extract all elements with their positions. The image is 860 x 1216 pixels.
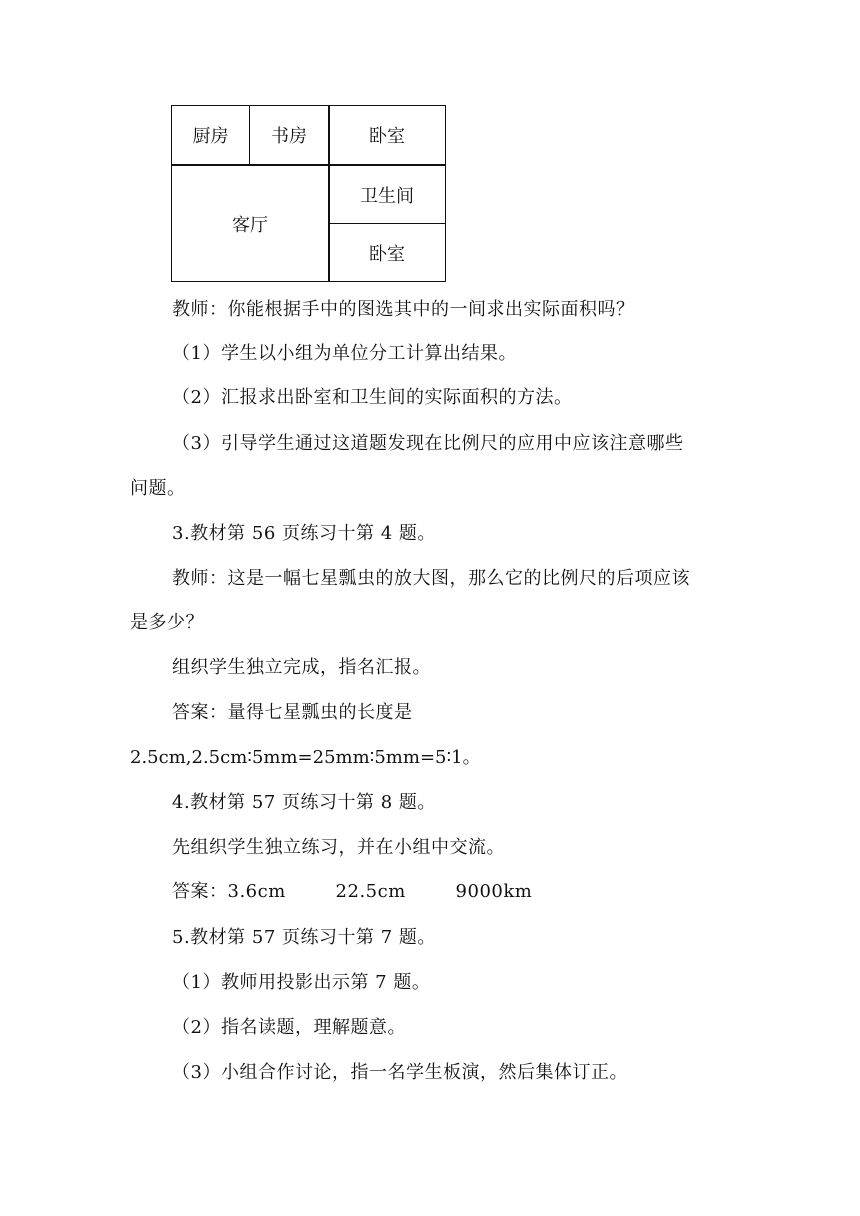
room-study: 书房	[271, 126, 307, 147]
room-kitchen: 厨房	[192, 126, 229, 147]
paragraph: 先组织学生独立练习，并在小组中交流。	[172, 837, 505, 858]
paragraph: 2.5cm,2.5cm∶5mm=25mm∶5mm=5∶1。	[130, 747, 481, 768]
room-bathroom: 卫生间	[360, 185, 414, 207]
paragraph: （1）教师用投影出示第 7 题。	[172, 972, 431, 993]
room-living: 客厅	[232, 214, 268, 236]
paragraph: 是多少？	[130, 612, 204, 633]
paragraph: 答案：量得七星瓢虫的长度是	[172, 702, 413, 723]
paragraph: 教师：你能根据手中的图选其中的一间求出实际面积吗？	[172, 299, 635, 320]
paragraph: 组织学生独立完成，指名汇报。	[172, 657, 431, 678]
paragraph: 3.教材第 56 页练习十第 4 题。	[172, 523, 436, 544]
paragraph: 4.教材第 57 页练习十第 8 题。	[172, 792, 436, 813]
paragraph: 5.教材第 57 页练习十第 7 题。	[172, 927, 436, 948]
paragraph: （3）引导学生通过这道题发现在比例尺的应用中应该注意哪些	[172, 433, 684, 454]
paragraph: 答案：3.6cm 22.5cm 9000km	[172, 881, 533, 902]
paragraph: （3）小组合作讨论，指一名学生板演，然后集体订正。	[172, 1062, 628, 1083]
paragraph: 问题。	[130, 478, 186, 499]
paragraph: （1）学生以小组为单位分工计算出结果。	[172, 343, 517, 364]
paragraph: （2）汇报求出卧室和卫生间的实际面积的方法。	[172, 387, 573, 408]
paragraph: 教师：这是一幅七星瓢虫的放大图，那么它的比例尺的后项应该	[172, 568, 690, 589]
paragraph: （2）指名读题，理解题意。	[172, 1017, 406, 1038]
floor-plan-diagram	[171, 105, 446, 282]
room-bedroom-top: 卧室	[369, 126, 405, 147]
room-bedroom-bottom: 卧室	[369, 243, 405, 265]
